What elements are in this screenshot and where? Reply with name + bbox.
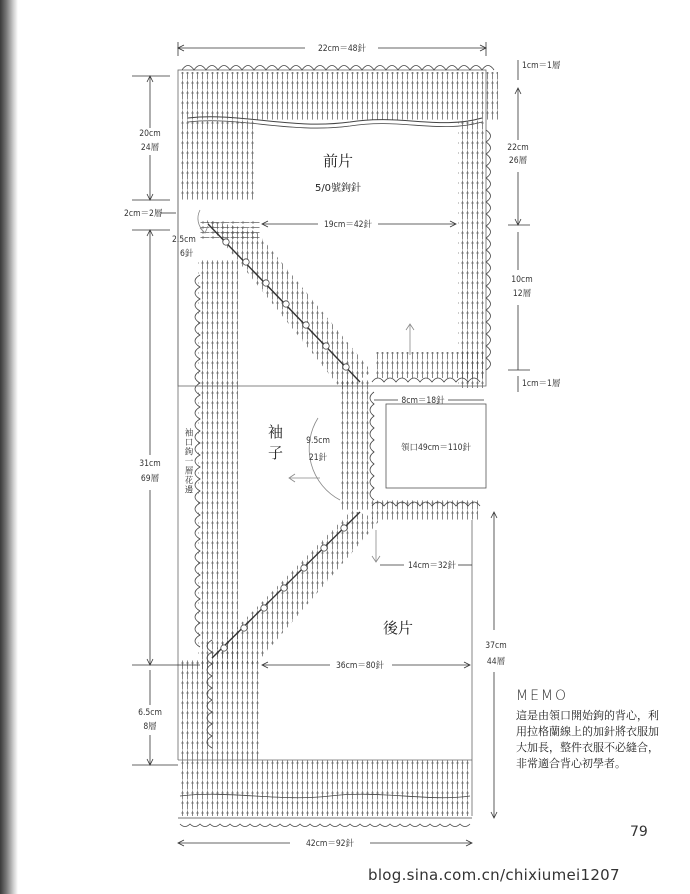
neckline-label: 領口49cm＝110針 bbox=[401, 443, 471, 453]
right-37cm-rows-label: 44層 bbox=[486, 657, 506, 667]
sleeve-title: 袖子 bbox=[266, 424, 284, 466]
right-shell-edging bbox=[486, 130, 491, 370]
sleeve-9-5cm-sts-label: 21針 bbox=[308, 453, 328, 463]
right-1cm-bottom-label: 1cm＝1層 bbox=[522, 379, 561, 389]
left-2cm-label: 2cm＝2層 bbox=[124, 209, 163, 219]
watermark: blog.sina.com.cn/chixiumei1207 bbox=[368, 866, 620, 884]
front-left-band bbox=[180, 120, 255, 200]
memo-title: MEMO bbox=[516, 688, 569, 704]
top-width-label: 22cm＝48針 bbox=[317, 44, 367, 54]
left-2-5cm-label: 2.5cm bbox=[172, 235, 196, 245]
front-right-band bbox=[374, 120, 484, 388]
hook-size-label: 5/0號鉤針 bbox=[314, 183, 362, 194]
front-piece-title: 前片 bbox=[322, 152, 354, 170]
neck-8cm-label: 8cm＝18針 bbox=[401, 396, 445, 406]
right-37cm-label: 37cm bbox=[485, 641, 507, 651]
right-22cm-label: 22cm bbox=[507, 143, 529, 153]
left-6-5cm-rows-label: 8層 bbox=[143, 722, 157, 732]
left-20cm-label: 20cm bbox=[139, 129, 161, 139]
right-22cm-rows-label: 26層 bbox=[508, 156, 528, 166]
right-10cm-rows-label: 12層 bbox=[512, 289, 532, 299]
front-yoke-stitches bbox=[180, 72, 498, 128]
back-14cm-label: 14cm＝32針 bbox=[407, 561, 457, 571]
back-piece-title: 後片 bbox=[382, 619, 414, 637]
top-shell-edging bbox=[182, 66, 494, 71]
back-36cm-label: 36cm＝80針 bbox=[335, 661, 385, 671]
bottom-width-label: 42cm＝92針 bbox=[305, 839, 355, 849]
left-6-5cm-label: 6.5cm bbox=[138, 708, 162, 718]
page-number: 79 bbox=[630, 824, 648, 840]
right-1cm-top-label: 1cm＝1層 bbox=[522, 61, 561, 71]
right-10cm-label: 10cm bbox=[511, 275, 533, 285]
back-body-stitches bbox=[180, 660, 470, 816]
sleeve-9-5cm-label: 9.5cm bbox=[306, 436, 330, 446]
left-31cm-rows-label: 69層 bbox=[140, 474, 160, 484]
left-2-5cm-sts-label: 6針 bbox=[180, 249, 194, 259]
front-19cm-label: 19cm＝42針 bbox=[323, 220, 373, 230]
cuff-edge-label: 袖口鉤一層花邊 bbox=[183, 428, 193, 495]
left-31cm-label: 31cm bbox=[139, 459, 161, 469]
bottom-edging bbox=[178, 818, 472, 827]
memo-text: 這是由領口開始鉤的背心，利用拉格蘭線上的加針將衣服加大加長，整件衣服不必縫合，非常適合背心初學者。 bbox=[516, 709, 659, 770]
left-20cm-rows-label: 24層 bbox=[140, 143, 160, 153]
